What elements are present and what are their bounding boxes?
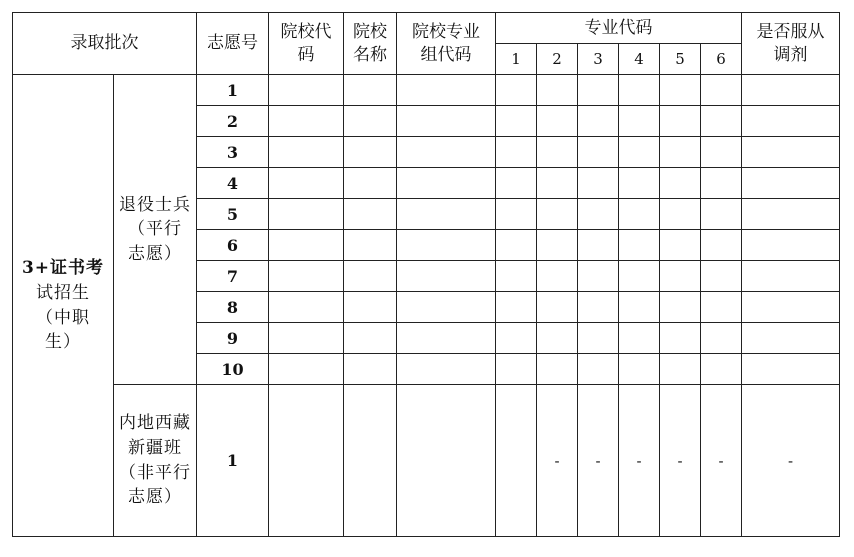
major-code-cell[interactable] [660, 137, 701, 168]
choice-no: 1 [197, 385, 269, 537]
school-name-cell[interactable] [344, 323, 397, 354]
school-name-cell[interactable] [344, 385, 397, 537]
major-code-cell[interactable] [496, 230, 537, 261]
application-form [12, 12, 840, 537]
major-code-cell[interactable] [496, 106, 537, 137]
school-code-header: 院校代 码 [269, 13, 344, 75]
school-name-cell[interactable] [344, 292, 397, 323]
major-code-cell[interactable] [619, 168, 660, 199]
major-code-cell[interactable] [660, 292, 701, 323]
major-slot-header: 5 [660, 44, 701, 75]
major-code-cell[interactable] [537, 323, 578, 354]
major-code-cell[interactable] [619, 230, 660, 261]
major-code-cell[interactable] [496, 137, 537, 168]
major-code-cell[interactable] [701, 230, 742, 261]
major-code-cell[interactable] [660, 230, 701, 261]
school-code-cell[interactable] [269, 75, 344, 106]
school-name-cell[interactable] [344, 199, 397, 230]
major-code-cell[interactable] [660, 75, 701, 106]
choice-no: 4 [197, 168, 269, 199]
major-slot-header: 6 [701, 44, 742, 75]
choice-no-header: 志愿号 [197, 13, 269, 75]
adjust-cell[interactable] [742, 292, 840, 323]
choice-no: 8 [197, 292, 269, 323]
major-code-cell[interactable] [619, 261, 660, 292]
choice-no: 10 [197, 354, 269, 385]
group-code-cell[interactable] [397, 75, 496, 106]
group-code-header: 院校专业 组代码 [397, 13, 496, 75]
major-code-header: 专业代码 [496, 13, 742, 44]
volunteer-table [12, 12, 840, 537]
table-row [13, 385, 840, 537]
major-slot-header: 4 [619, 44, 660, 75]
batch-label: 3+证书考 试招生 （中职 生） [13, 75, 114, 537]
major-code-cell[interactable] [619, 199, 660, 230]
major-code-cell[interactable] [496, 168, 537, 199]
school-name-cell[interactable] [344, 137, 397, 168]
major-code-cell[interactable]: - [619, 385, 660, 537]
choice-no: 7 [197, 261, 269, 292]
major-code-cell[interactable] [701, 292, 742, 323]
major-code-cell[interactable] [496, 199, 537, 230]
major-code-cell[interactable] [619, 75, 660, 106]
adjust-cell[interactable] [742, 106, 840, 137]
major-code-cell[interactable] [660, 354, 701, 385]
major-code-cell[interactable] [578, 292, 619, 323]
major-code-cell[interactable] [578, 261, 619, 292]
school-name-cell[interactable] [344, 75, 397, 106]
major-code-cell[interactable] [701, 137, 742, 168]
choice-no: 3 [197, 137, 269, 168]
school-code-cell[interactable] [269, 199, 344, 230]
school-code-cell[interactable] [269, 323, 344, 354]
school-code-cell[interactable] [269, 354, 344, 385]
group-code-cell[interactable] [397, 292, 496, 323]
major-code-cell[interactable] [660, 323, 701, 354]
school-code-cell[interactable] [269, 385, 344, 537]
major-code-cell[interactable] [578, 230, 619, 261]
adjust-cell[interactable] [742, 168, 840, 199]
adjust-cell[interactable]: - [742, 385, 840, 537]
major-code-cell[interactable] [619, 292, 660, 323]
major-code-cell[interactable] [496, 292, 537, 323]
adjust-cell[interactable] [742, 323, 840, 354]
major-code-cell[interactable]: - [660, 385, 701, 537]
group-code-cell[interactable] [397, 230, 496, 261]
major-code-cell[interactable] [578, 168, 619, 199]
school-code-cell[interactable] [269, 168, 344, 199]
major-code-cell[interactable] [537, 168, 578, 199]
group-code-cell[interactable] [397, 199, 496, 230]
choice-no: 1 [197, 75, 269, 106]
major-code-cell[interactable] [496, 261, 537, 292]
group-code-cell[interactable] [397, 354, 496, 385]
school-name-cell[interactable] [344, 106, 397, 137]
major-code-cell[interactable] [701, 75, 742, 106]
adjust-cell[interactable] [742, 137, 840, 168]
major-code-cell[interactable] [537, 199, 578, 230]
adjust-cell[interactable] [742, 75, 840, 106]
school-name-cell[interactable] [344, 354, 397, 385]
major-code-cell[interactable]: - [537, 385, 578, 537]
school-name-cell[interactable] [344, 230, 397, 261]
major-code-cell[interactable] [496, 354, 537, 385]
school-code-cell[interactable] [269, 261, 344, 292]
group-code-cell[interactable] [397, 137, 496, 168]
major-code-cell[interactable] [701, 168, 742, 199]
adjust-cell[interactable] [742, 199, 840, 230]
table-row [13, 75, 840, 106]
major-code-cell[interactable] [537, 75, 578, 106]
school-code-cell[interactable] [269, 137, 344, 168]
school-code-cell[interactable] [269, 230, 344, 261]
school-name-header: 院校 名称 [344, 13, 397, 75]
major-code-cell[interactable] [496, 385, 537, 537]
major-code-cell[interactable] [578, 106, 619, 137]
major-code-cell[interactable] [660, 199, 701, 230]
school-code-cell[interactable] [269, 106, 344, 137]
major-code-cell[interactable] [537, 137, 578, 168]
major-code-cell[interactable] [701, 323, 742, 354]
adjust-cell[interactable] [742, 230, 840, 261]
major-code-cell[interactable] [578, 75, 619, 106]
adjust-cell[interactable] [742, 261, 840, 292]
choice-no: 5 [197, 199, 269, 230]
major-slot-header: 3 [578, 44, 619, 75]
major-slot-header: 2 [537, 44, 578, 75]
major-code-cell[interactable] [701, 199, 742, 230]
batch-header: 录取批次 [13, 13, 197, 75]
group-label-veteran: 退役士兵 （平行 志愿） [114, 75, 197, 385]
major-code-cell[interactable] [660, 168, 701, 199]
major-code-cell[interactable] [619, 354, 660, 385]
major-code-cell[interactable] [496, 323, 537, 354]
major-code-cell[interactable] [578, 354, 619, 385]
school-code-cell[interactable] [269, 292, 344, 323]
choice-no: 2 [197, 106, 269, 137]
group-code-cell[interactable] [397, 106, 496, 137]
choice-no: 9 [197, 323, 269, 354]
school-name-cell[interactable] [344, 261, 397, 292]
major-code-cell[interactable] [619, 106, 660, 137]
major-code-cell[interactable] [619, 137, 660, 168]
major-slot-header: 1 [496, 44, 537, 75]
major-code-cell[interactable] [537, 230, 578, 261]
major-code-cell[interactable] [578, 199, 619, 230]
group-code-cell[interactable] [397, 261, 496, 292]
group-code-cell[interactable] [397, 323, 496, 354]
major-code-cell[interactable] [701, 106, 742, 137]
group-code-cell[interactable] [397, 168, 496, 199]
group-code-cell[interactable] [397, 385, 496, 537]
major-code-cell[interactable]: - [578, 385, 619, 537]
major-code-cell[interactable]: - [701, 385, 742, 537]
major-code-cell[interactable] [537, 292, 578, 323]
major-code-cell[interactable] [537, 354, 578, 385]
major-code-cell[interactable] [578, 323, 619, 354]
adjust-cell[interactable] [742, 354, 840, 385]
group-label-xinjiang: 内地西藏 新疆班 （非平行 志愿） [114, 385, 197, 537]
major-code-cell[interactable] [701, 261, 742, 292]
major-code-cell[interactable] [660, 106, 701, 137]
major-code-cell[interactable] [496, 75, 537, 106]
adjust-header: 是否服从 调剂 [742, 13, 840, 75]
major-code-cell[interactable] [537, 261, 578, 292]
major-code-cell[interactable] [660, 261, 701, 292]
major-code-cell[interactable] [701, 354, 742, 385]
header-row-1 [13, 13, 840, 44]
major-code-cell[interactable] [619, 323, 660, 354]
choice-no: 6 [197, 230, 269, 261]
major-code-cell[interactable] [537, 106, 578, 137]
major-code-cell[interactable] [578, 137, 619, 168]
school-name-cell[interactable] [344, 168, 397, 199]
